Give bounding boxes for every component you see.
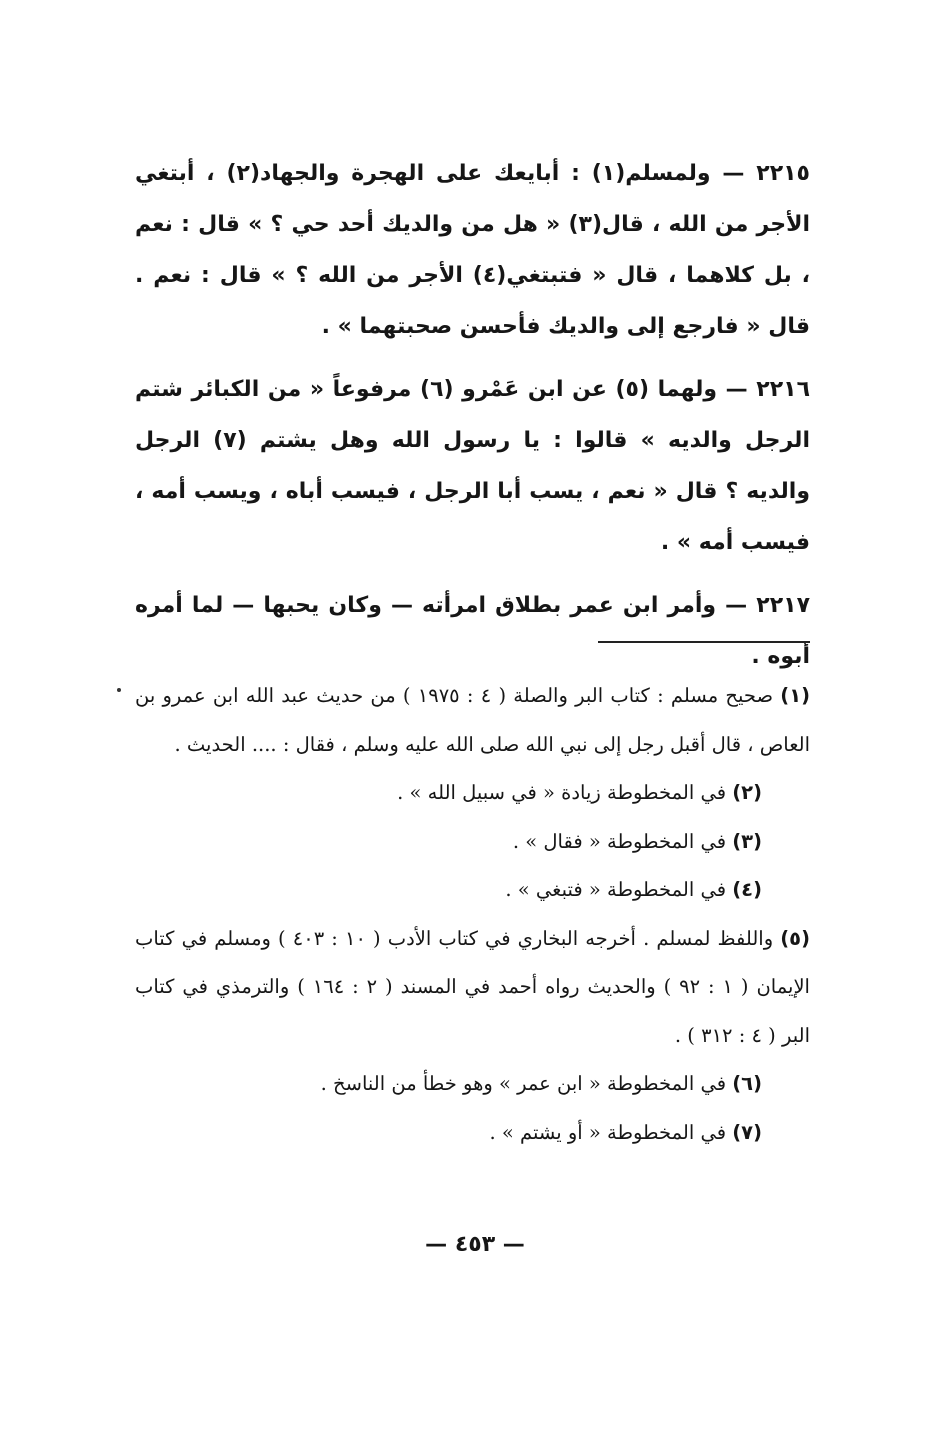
print-speck xyxy=(117,688,121,692)
footnotes-section xyxy=(135,672,810,1157)
entry-text: — وأمر ابن عمر بطلاق امرأته — وكان يحبها — لما أمره أبوه . xyxy=(135,593,810,669)
entry-number: ٢٢١٧ xyxy=(756,593,810,618)
footnote-6 xyxy=(135,1060,810,1109)
footnote-5 xyxy=(135,915,810,1061)
hadith-entry-2216 xyxy=(135,364,810,568)
footnote-text: في المخطوطة « فتبغي » . xyxy=(505,878,727,901)
entry-number: ٢٢١٦ xyxy=(756,377,810,402)
footnote-text: واللفظ لمسلم . أخرجه البخاري في كتاب الأدب ( ١٠ : ٤٠٣ ) ومسلم في كتاب الإيمان ( ١ : ٩٢ ) والحديث رواه أحمد في المسند ( ٢ : ١٦٤ ) والترمذي في كتاب البر ( ٤ : ٣١٢ ) . xyxy=(135,926,810,1047)
footnote-4 xyxy=(135,866,810,915)
hadith-entry-2215 xyxy=(135,148,810,352)
hadith-entry-2217 xyxy=(135,580,810,682)
footnote-text: في المخطوطة زيادة « في سبيل الله » . xyxy=(397,781,727,804)
footnote-3 xyxy=(135,818,810,867)
footnote-text: صحيح مسلم : كتاب البر والصلة ( ٤ : ١٩٧٥ ) من حديث عبد الله ابن عمرو بن العاص ، قال أقبل رجل إلى نبي الله صلى الله عليه وسلم ، فقال : .... الحديث . xyxy=(135,684,810,756)
page-number: — ٤٥٣ — xyxy=(425,1232,525,1257)
footnote-7 xyxy=(135,1109,810,1158)
footnote-number: (٧) xyxy=(732,1120,762,1144)
footnote-number: (٤) xyxy=(732,878,762,901)
entry-text: — ولمسلم(١) : أبايعك على الهجرة والجهاد(٢) ، أبتغي الأجر من الله ، قال(٣) « هل من والديك أحد حي ؟ » قال : نعم ، بل كلاهما ، قال « فتبتغي(٤) الأجر من الله ؟ » قال : نعم . قال « فارجع إلى والديك فأحسن صحبتهما » . xyxy=(135,161,811,339)
footnote-number: (٥) xyxy=(780,926,810,950)
entry-number: ٢٢١٥ xyxy=(756,161,810,186)
footnote-2 xyxy=(135,769,810,818)
footnote-number: (٢) xyxy=(732,781,762,804)
footnote-number: (٦) xyxy=(732,1072,762,1095)
footnote-divider xyxy=(598,641,810,643)
footnote-1 xyxy=(135,672,810,769)
footnote-text: في المخطوطة « ابن عمر » وهو خطأ من الناسخ . xyxy=(320,1072,727,1095)
footnote-text: في المخطوطة « أو يشتم » . xyxy=(489,1120,727,1144)
main-text-body xyxy=(135,148,810,682)
footnote-number: (١) xyxy=(780,684,811,707)
entry-text: — ولهما (٥) عن ابن عَمْرو (٦) مرفوعاً « من الكبائر شتم الرجل والديه » قالوا : يا رسول الله وهل يشتم (٧) الرجل والديه ؟ قال « نعم ، يسب أبا الرجل ، فيسب أباه ، ويسب أمه ، فيسب أمه » . xyxy=(135,377,810,555)
footnote-text: في المخطوطة « فقال » . xyxy=(512,829,727,853)
footnote-number: (٣) xyxy=(732,829,762,853)
